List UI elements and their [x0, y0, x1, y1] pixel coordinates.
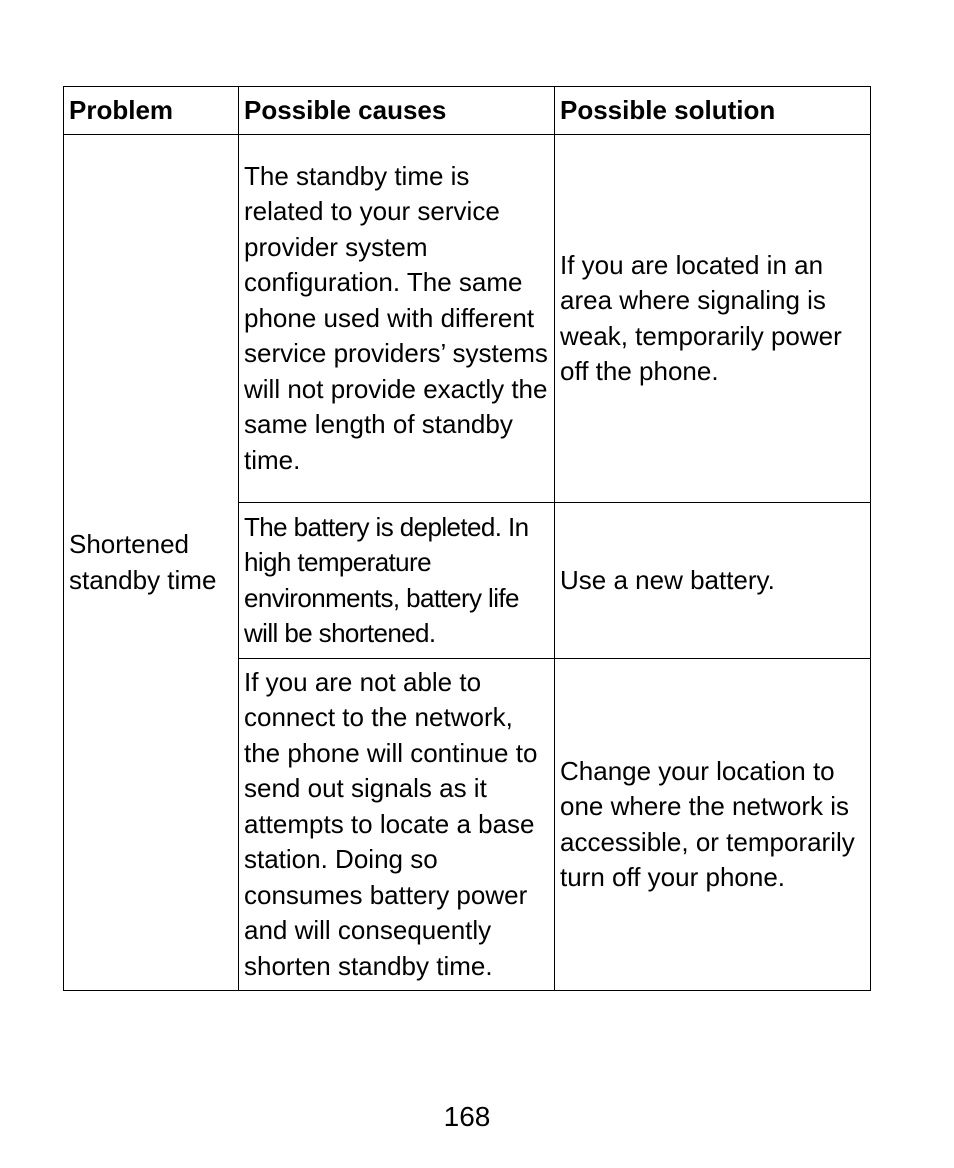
solution-cell: Change your location to one where the network is accessible, or temporarily turn off your phone.: [555, 659, 871, 991]
table-header-row: [64, 87, 871, 135]
table-row: [64, 135, 871, 503]
header-possible-solution: Possible solution: [555, 87, 871, 135]
header-problem: Problem: [64, 87, 239, 135]
troubleshooting-table: [63, 86, 871, 991]
solution-cell: If you are located in an area where signaling is weak, temporarily power off the phone.: [555, 135, 871, 503]
header-possible-causes: Possible causes: [239, 87, 555, 135]
page-number: 168: [443, 1101, 491, 1132]
cause-cell: If you are not able to connect to the network, the phone will continue to send out signals as it attempts to locate a base station. Doing so consumes battery power and will consequently shorten standby time.: [239, 659, 555, 991]
cause-cell: The standby time is related to your service provider system configuration. The same phone used with different service providers’ systems will not provide exactly the same length of standby time.: [239, 135, 555, 503]
problem-cell: Shortened standby time: [64, 135, 239, 991]
cause-cell: The battery is depleted. In high temperature environments, battery life will be shortened.: [239, 503, 555, 659]
solution-cell: Use a new battery.: [555, 503, 871, 659]
